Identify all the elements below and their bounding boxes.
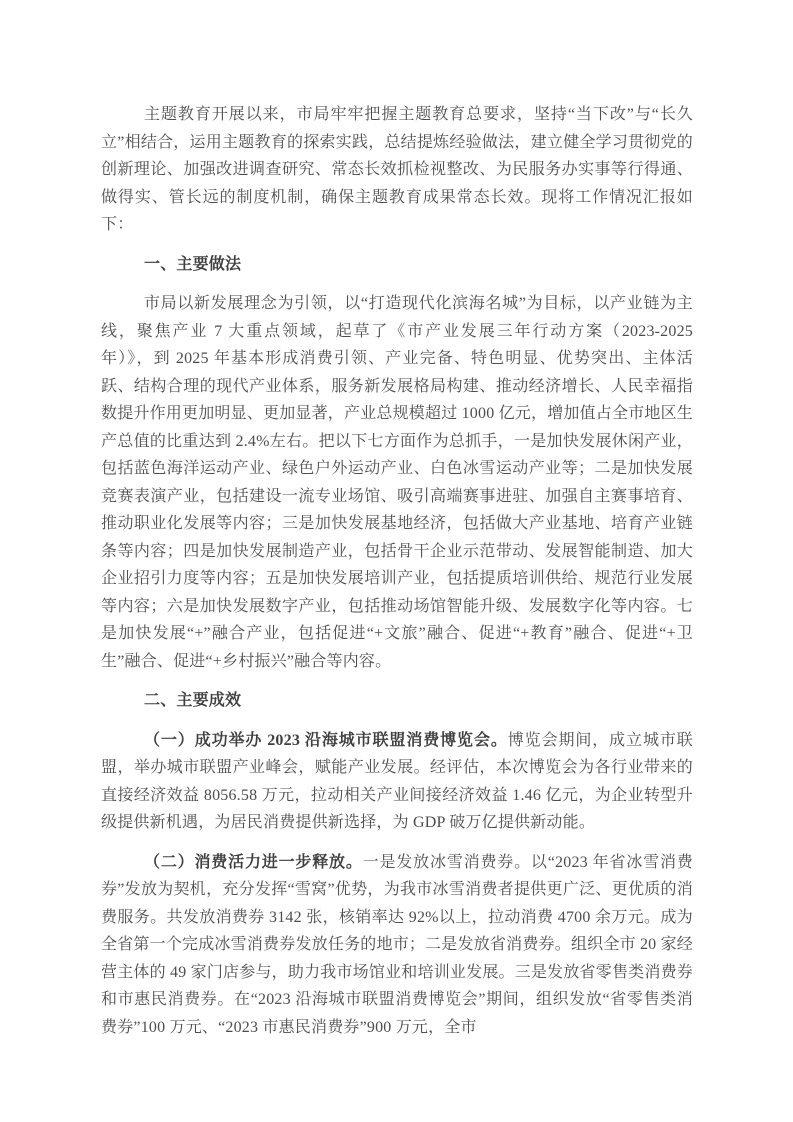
- section-1-paragraph-1: 市局以新发展理念为引领，以“打造现代化滨海名城”为目标，以产业链为主线，聚焦产业 7 大重点领域，起草了《市产业发展三年行动方案（2023-2025 年）》，到 2025 年基本形成消费引领、产业完备、特色明显、优势突出、主体活跃、结构合理的现代产业体系，服务新发展格局构建、推动经济增长、人民幸福指数提升作用更加明显、更加显著，产业总规模超过 1000 亿元，增加值占全市地区生产总值的比重达到 2.4%左右。把以下七方面作为总抓手，一是加快发展休闲产业，包括蓝色海洋运动产业、绿色户外运动产业、白色冰雪运动产业等；二是加快发展竞赛表演产业，包括建设一流专业场馆、吸引高端赛事进驻、加强自主赛事培育、推动职业化发展等内容；三是加快发展基地经济，包括做大产业基地、培育产业链条等内容；四是加快发展制造产业，包括骨干企业示范带动、发展智能制造、加大企业招引力度等内容；五是加快发展培训产业，包括提质培训供给、规范行业发展等内容；六是加快发展数字产业，包括推动场馆智能升级、发展数字化等内容。七是加快发展“+”融合产业，包括促进“+文旅”融合、促进“+教育”融合、促进“+卫生”融合、促进“+乡村振兴”融合等内容。: [101, 295, 694, 670]
- section-2-paragraph-1-body: 博览会期间，成立城市联盟，举办城市联盟产业峰会，赋能产业发展。经评估，本次博览会为各行业带来的直接经济效益 8056.58 万元，拉动相关产业间接经济效益 1.46 亿元，为企业转型升级提供新机遇，为居民消费提供新选择，为 GDP 破万亿提供新动能。: [101, 731, 693, 831]
- section-2-paragraph-2-body: 一是发放冰雪消费券。以“2023 年省冰雪消费券”发放为契机，充分发挥“雪窝”优势，为我市冰雪消费者提供更广泛、更优质的消费服务。共发放消费券 3142 张，核销率达 92%以上，拉动消费 4700 余万元。成为全省第一个完成冰雪消费券发放任务的地市；二是发放省消费券。组织全市 20 家经营主体的 49 家门店参与，助力我市场馆业和培训业发展。三是发放省零售类消费券和市惠民消费券。在“2023 沿海城市联盟消费博览会”期间，组织发放“省零售类消费券”100 万元、“2023 市惠民消费券”900 万元，全市: [101, 853, 693, 1036]
- section-1-heading: 一、主要做法: [144, 255, 242, 273]
- section-2-paragraph-1: [101, 727, 693, 837]
- intro-paragraph: 主题教育开展以来，市局牢牢把握主题教育总要求，坚持“当下改”与“长久立”相结合，运用主题教育的探索实践，总结提炼经验做法，建立健全学习贯彻党的创新理论、加强改进调查研究、常态长效抓检视整改、为民服务办实事等行得通、做得实、管长远的制度机制，确保主题教育成果常态长效。现将工作情况汇报如下：: [101, 106, 693, 233]
- section-2-paragraph-2: [101, 849, 693, 1042]
- section-2-paragraph-2-lead: （二）消费活力进一步释放。: [144, 853, 363, 871]
- section-2-heading: 二、主要成效: [144, 692, 242, 709]
- section-2-paragraph-1-lead: （一）成功举办 2023 沿海城市联盟消费博览会。: [144, 731, 508, 749]
